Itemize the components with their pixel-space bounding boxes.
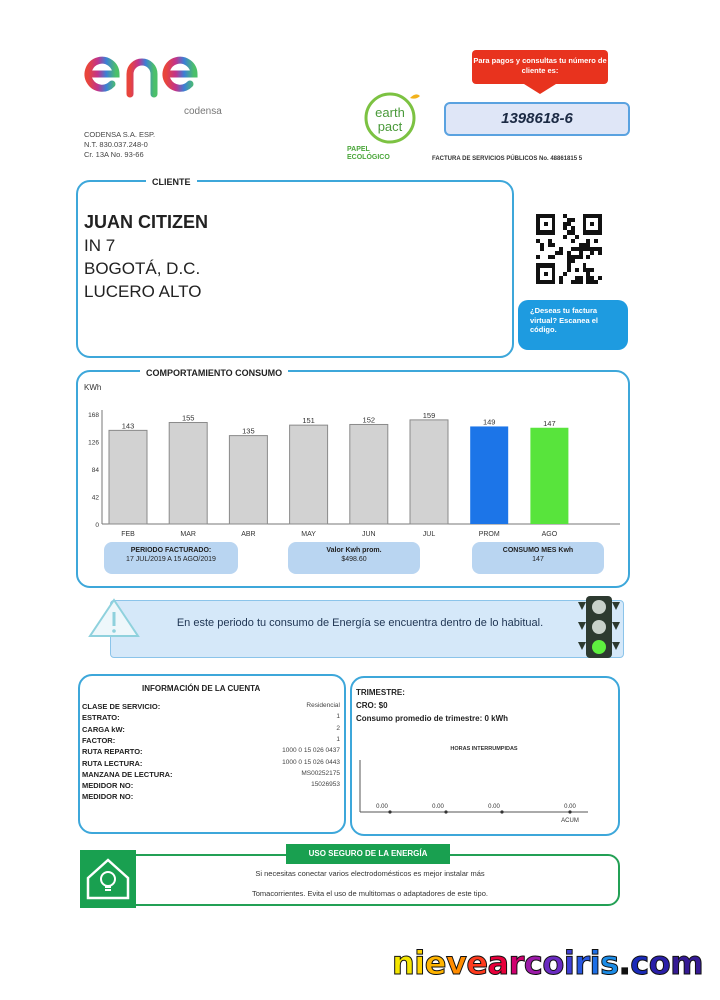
qr-module <box>579 255 583 259</box>
qr-module <box>563 272 567 276</box>
qr-module <box>594 280 598 284</box>
cuenta-row-key: CLASE DE SERVICIO: <box>82 702 161 711</box>
watermark-letter: o <box>648 944 671 982</box>
qr-module <box>594 239 598 243</box>
cuenta-row-key: MANZANA DE LECTURA: <box>82 769 173 779</box>
mini-point <box>568 810 571 813</box>
valor-value: $498.60 <box>341 556 367 563</box>
qr-module <box>586 255 590 259</box>
y-tick-label: 168 <box>88 412 99 419</box>
bar-value-label: 152 <box>362 415 376 425</box>
mini-chart-title: HORAS INTERRUMPIDAS <box>450 746 518 752</box>
cuenta-row <box>82 770 342 781</box>
uso-seguro-tab: USO SEGURO DE LA ENERGÍA <box>286 844 450 864</box>
qr-module <box>575 235 579 239</box>
cuenta-row-value: MS00252175 <box>301 769 340 777</box>
qr-note: ¿Deseas tu factura virtual? Escanea el código. <box>518 300 628 350</box>
qr-code-icon[interactable] <box>536 214 602 284</box>
x-tick-label: FEB <box>121 531 135 538</box>
qr-module <box>540 247 544 251</box>
consumption-bar-chart <box>80 378 626 542</box>
mini-value-label: 0.00 <box>376 804 388 810</box>
traffic-light-icon <box>576 594 622 660</box>
y-tick-label: 42 <box>91 494 99 502</box>
cuenta-row-key: MEDIDOR NO: <box>82 792 134 802</box>
uso-line: Si necesitas conectar varios electrodomésticos es mejor instalar más <box>255 869 485 878</box>
qr-module <box>559 280 563 284</box>
chart-bar <box>530 428 568 524</box>
papel-ecologico <box>347 146 390 162</box>
y-tick-label: 0 <box>95 522 99 529</box>
chart-bar <box>290 425 328 524</box>
cuenta-row-key: RUTA LECTURA: <box>82 758 143 768</box>
account-number: 1398618-6 <box>444 102 630 136</box>
qr-module <box>544 222 548 226</box>
payment-notice: Para pagos y consultas tu número de cliente es: <box>472 50 608 84</box>
watermark-letter: e <box>424 944 446 982</box>
watermark-letter: o <box>542 944 564 982</box>
bar-value-label: 151 <box>302 416 315 426</box>
client-city-line: BOGOTÁ, D.C. <box>84 259 201 278</box>
chart-bar <box>169 423 207 524</box>
x-tick-label: JUN <box>361 531 376 538</box>
watermark-letter: r <box>574 944 590 982</box>
cuenta-row-key: FACTOR: <box>82 735 116 745</box>
mini-value-label: 0.00 <box>432 804 444 810</box>
watermark-letter: v <box>445 944 467 982</box>
bar-value-label: 143 <box>121 421 135 431</box>
cuenta-row-value: 1000 0 15 026 0443 <box>282 758 340 766</box>
bar-value-label: 147 <box>543 418 556 428</box>
watermark-letter: n <box>392 944 415 982</box>
y-tick-label: 84 <box>91 467 99 474</box>
enel-logo <box>82 40 242 100</box>
watermark-letter: r <box>508 944 524 982</box>
watermark-letter: m <box>670 944 704 982</box>
consumption-message: En este periodo tu consumo de Energía se encuentra dentro de lo habitual. <box>110 600 624 658</box>
qr-module <box>552 255 556 259</box>
qr-module <box>567 268 571 272</box>
qr-module <box>563 235 567 239</box>
bar-value-label: 135 <box>242 426 255 436</box>
chart-bar <box>350 424 388 524</box>
trimestre-title: TRIMESTRE: <box>356 688 405 697</box>
x-tick-label: PROM <box>478 531 500 538</box>
x-tick-label: JUL <box>422 531 436 538</box>
x-tick-label: MAR <box>180 531 196 538</box>
valor-label: Valor Kwh prom. <box>326 547 382 554</box>
chart-bar <box>109 430 147 524</box>
cliente-title: CLIENTE <box>146 177 197 187</box>
chart-bar <box>229 436 267 524</box>
x-tick-label: ABR <box>241 531 256 538</box>
qr-module <box>590 222 594 226</box>
watermark-letter: . <box>618 944 631 982</box>
client-address-line: IN 7 <box>84 236 116 255</box>
qr-module <box>552 280 556 284</box>
chart-bar <box>470 426 508 524</box>
watermark-letter: s <box>600 944 619 982</box>
cuenta-row <box>82 781 342 792</box>
company-line: N.T. 830.037.248-0 <box>84 140 148 149</box>
qr-module <box>598 251 602 255</box>
svg-text:earth: earth <box>375 105 405 120</box>
cuenta-row <box>82 713 342 724</box>
trimestre-promedio: Consumo promedio de trimestre: 0 kWh <box>356 714 509 723</box>
qr-module <box>559 251 563 255</box>
cuenta-row-key: ESTRATO: <box>82 713 120 723</box>
cuenta-row <box>82 792 342 803</box>
qr-module <box>590 268 594 272</box>
cuenta-row <box>82 759 342 770</box>
x-tick-label: MAY <box>301 531 316 538</box>
cuenta-row-value: 15026953 <box>311 781 340 789</box>
client-name: JUAN CITIZEN <box>84 212 209 232</box>
bar-value-label: 159 <box>422 410 436 420</box>
y-tick-label: 126 <box>88 439 99 447</box>
bar-value-label: 155 <box>181 413 195 423</box>
qr-module <box>536 255 540 259</box>
watermark-letter: i <box>414 944 425 982</box>
watermark-letter: c <box>630 944 649 982</box>
cuenta-row-value: Residencial <box>306 702 340 709</box>
watermark-letter: c <box>523 944 543 982</box>
cuenta-row-value: 1 <box>336 713 340 721</box>
qr-module <box>590 251 594 255</box>
cuenta-title: INFORMACIÓN DE LA CUENTA <box>142 684 261 693</box>
qr-module <box>571 259 575 263</box>
mini-point <box>500 810 503 813</box>
cuenta-row-key: MEDIDOR NO: <box>82 781 134 791</box>
mini-value-label: 0.00 <box>488 804 500 810</box>
client-neighborhood-line: LUCERO ALTO <box>84 282 202 301</box>
brand-subtitle: codensa <box>184 106 222 117</box>
periodo-label: PERIODO FACTURADO: <box>130 547 212 554</box>
warning-icon <box>86 596 142 640</box>
watermark-letter: i <box>563 944 575 982</box>
cuenta-row-key: CARGA kW: <box>82 724 125 734</box>
horas-interrumpidas-chart <box>352 740 602 826</box>
uso-seguro-text <box>190 864 550 904</box>
y-axis-label: KWh <box>84 383 102 392</box>
qr-module <box>571 239 575 243</box>
payment-arrow <box>524 84 556 94</box>
consumo-title: COMPORTAMIENTO CONSUMO <box>140 368 288 378</box>
qr-module <box>544 272 548 276</box>
uso-line: Tomacorrientes. Evita el uso de multitomas o adaptadores de este tipo. <box>252 889 488 898</box>
watermark <box>392 944 703 982</box>
consumo-mes-label: CONSUMO MES Kwh <box>502 547 574 554</box>
periodo-value: 17 JUL/2019 A 15 AGO/2019 <box>126 556 216 563</box>
consumo-mes-value: 147 <box>532 556 544 563</box>
cuenta-row-value: 1000 0 15 026 0437 <box>282 747 340 755</box>
qr-module <box>575 268 579 272</box>
company-line: Cr. 13A No. 93-66 <box>84 150 144 159</box>
mini-x-label: ACUM <box>561 818 579 824</box>
cuenta-row <box>82 702 342 713</box>
watermark-letter: i <box>589 944 601 982</box>
cuenta-row-key: RUTA REPARTO: <box>82 747 143 757</box>
x-tick-label: AGO <box>541 531 558 538</box>
valor-kwh-pill <box>288 542 420 574</box>
qr-module <box>552 230 556 234</box>
papel-line: ECOLÓGICO <box>347 154 390 161</box>
watermark-letter: a <box>487 944 509 982</box>
qr-module <box>598 276 602 280</box>
mini-point <box>444 810 447 813</box>
consumo-mes-pill <box>472 542 604 574</box>
mini-value-label: 0.00 <box>564 804 576 810</box>
watermark-letter: e <box>466 944 488 982</box>
bar-value-label: 149 <box>482 417 496 427</box>
company-info <box>84 130 155 160</box>
qr-module <box>552 243 556 247</box>
papel-line: PAPEL <box>347 146 370 153</box>
qr-module <box>598 230 602 234</box>
invoice-number: FACTURA DE SERVICIOS PÚBLICOS No. 48861815 5 <box>432 156 583 162</box>
cuenta-row <box>82 736 342 747</box>
cuenta-row-value: 1 <box>336 735 340 743</box>
qr-module <box>579 280 583 284</box>
cuenta-row <box>82 725 342 736</box>
qr-module <box>571 218 575 222</box>
cuenta-row <box>82 747 342 758</box>
chart-bar <box>410 420 448 524</box>
trimestre-cro: CRO: $0 <box>356 701 388 710</box>
cuenta-row-value: 2 <box>336 724 340 732</box>
company-line: CODENSA S.A. ESP. <box>84 130 156 139</box>
svg-text:pact: pact <box>377 119 403 134</box>
mini-point <box>388 810 391 813</box>
house-lightbulb-icon <box>80 850 136 908</box>
periodo-facturado-pill <box>104 542 238 574</box>
